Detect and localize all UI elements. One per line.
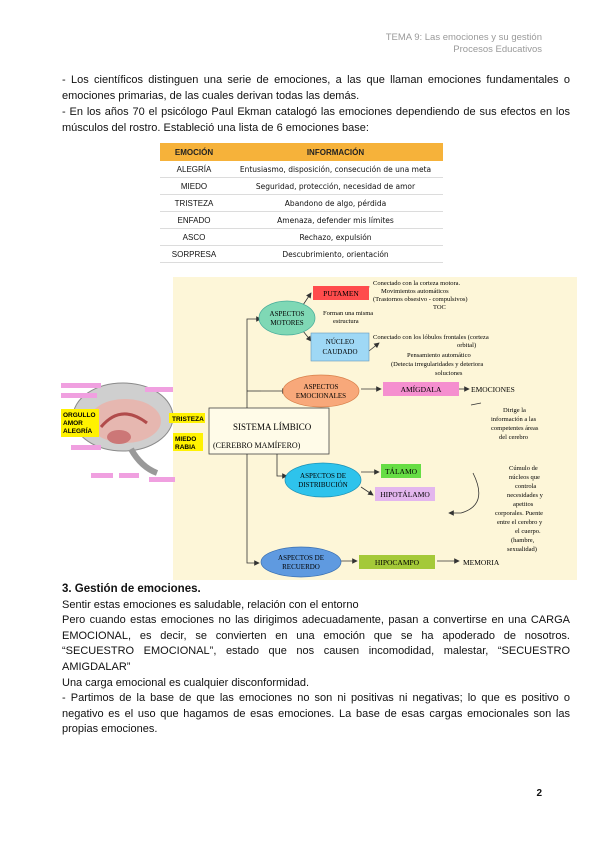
- brain-tag-6: [119, 473, 139, 478]
- section-paragraph-3: Una carga emocional es cualquier disconformidad.: [62, 676, 310, 689]
- section-paragraph-4: - Partimos de la base de que las emociones no son ni positivas ni negativas; lo que es positivo o negativo es el uso que hagamos de esas emociones. La base de esas cargas emocionales son las propias emociones.: [62, 692, 570, 736]
- hipotalamo-desc-8: el cuerpo.: [515, 528, 541, 535]
- aspectos-motores-node: [259, 301, 315, 335]
- putamen-desc-1: Conectado con la corteza motora.: [373, 280, 461, 287]
- brain-tag-4: [71, 445, 101, 450]
- header-topic: TEMA 9: Las emociones y su gestión: [385, 32, 542, 43]
- emotion-cell: TRISTEZA: [160, 195, 228, 212]
- hipotalamo-desc-4: necesidades y: [507, 492, 543, 499]
- intro-paragraph-2: - En los años 70 el psicólogo Paul Ekman catalogó las emociones dependiendo de sus efectos en los músculos del rostro. Estableció una lista de 6 emociones base:: [62, 106, 570, 134]
- table-row: [160, 229, 443, 246]
- label-aspectos-emocionales-1: ASPECTOS: [303, 383, 339, 391]
- amigdala-desc-2: información a las: [491, 416, 537, 423]
- label-amor: AMOR: [63, 420, 83, 427]
- emotion-cell: ALEGRÍA: [160, 161, 228, 178]
- emotion-cell: ENFADO: [160, 212, 228, 229]
- caudado-desc-4: (Detecta irregularidades y deteriora: [391, 361, 484, 368]
- label-aspectos-recuerdo-1: ASPECTOS DE: [278, 554, 324, 562]
- label-hipotalamo: HIPOTÁLAMO: [380, 490, 430, 499]
- brain-tag-5: [91, 473, 113, 478]
- amigdala-desc-4: del cerebro: [499, 434, 529, 441]
- aspectos-recuerdo-node: [261, 547, 341, 577]
- table-row: [160, 195, 443, 212]
- amygdala-shape: [107, 430, 131, 444]
- hipotalamo-desc-9: (hambre,: [511, 537, 535, 544]
- info-cell: Entusiasmo, disposición, consecución de una meta: [228, 161, 443, 178]
- label-aspectos-emocionales-2: EMOCIONALES: [295, 392, 347, 400]
- label-aspectos-distribucion-1: ASPECTOS DE: [300, 472, 346, 480]
- label-amigdala: AMÍGDALA: [400, 385, 442, 394]
- info-cell: Descubrimiento, orientación: [228, 246, 443, 263]
- info-cell: Seguridad, protección, necesidad de amor: [228, 178, 443, 195]
- intro-paragraph-1: - Los científicos distinguen una serie de emociones, a las que llaman emociones fundamentales o emociones primarias, de las cuales derivan todas las demás.: [62, 74, 570, 102]
- label-rabia: RABIA: [175, 444, 196, 451]
- label-aspectos-distribucion-2: DISTRIBUCIÓN: [298, 481, 348, 489]
- forman-2: estructura: [333, 318, 359, 325]
- label-aspectos-motores-2: MOTORES: [270, 319, 304, 327]
- table-row: [160, 246, 443, 263]
- label-nucleo: NÚCLEO: [325, 338, 355, 346]
- putamen-desc-2: Movimientos automáticos: [381, 288, 449, 295]
- caudado-desc-5: soluciones: [435, 370, 463, 377]
- hipotalamo-desc-10: sexualidad): [507, 546, 537, 553]
- hipotalamo-desc-3: controla: [515, 483, 537, 490]
- section-paragraph-1: Sentir estas emociones es saludable, relación con el entorno: [62, 598, 359, 611]
- hipotalamo-desc-2: núcleos que: [509, 474, 540, 481]
- hipotalamo-desc-6: corporales. Puente: [495, 510, 544, 517]
- brain-tag-2: [61, 393, 97, 398]
- label-aspectos-recuerdo-2: RECUERDO: [282, 563, 320, 571]
- aspectos-emocionales-node: [283, 375, 359, 407]
- emotion-cell: SORPRESA: [160, 246, 228, 263]
- label-memoria: MEMORIA: [463, 558, 500, 567]
- label-sistema-limbico: SISTEMA LÍMBICO: [233, 422, 312, 432]
- column-header-information: INFORMACIÓN: [228, 143, 443, 161]
- emotion-cell: ASCO: [160, 229, 228, 246]
- table-row: [160, 178, 443, 195]
- label-emociones: EMOCIONES: [471, 385, 515, 394]
- putamen-desc-3: (Trastornos obsesivo - compulsivos): [373, 296, 468, 303]
- brain-tag-7: [149, 477, 175, 482]
- page-header: [386, 32, 542, 56]
- aspectos-distribucion-node: [285, 463, 361, 497]
- label-cerebro-mamifero: (CEREBRO MAMÍFERO): [213, 441, 301, 450]
- column-header-emotion: EMOCIÓN: [160, 143, 228, 161]
- header-subject: Procesos Educativos: [453, 44, 542, 55]
- table-row: [160, 161, 443, 178]
- label-orgullo: ORGULLO: [63, 412, 96, 419]
- info-cell: Rechazo, expulsión: [228, 229, 443, 246]
- table-row: [160, 212, 443, 229]
- label-hipocampo: HIPOCAMPO: [374, 558, 420, 567]
- caudado-desc-3: Pensamiento automático: [407, 352, 471, 359]
- limbic-system-diagram: [61, 277, 577, 580]
- brain-tag-3: [145, 387, 173, 392]
- label-caudado: CAUDADO: [322, 348, 358, 356]
- page-number: 2: [536, 788, 542, 799]
- section-paragraph-2: Pero cuando estas emociones no las dirigimos adecuadamente, pasan a convertirse en una CARGA EMOCIONAL, es decir, se convierten en una emoción que se ha apoderado de nosotros. “SECUESTRO EMOCIONAL”, estado que nos causen incomodidad, malestar, “SECUESTRO AMIGDALAR”: [62, 614, 570, 673]
- label-aspectos-motores-1: ASPECTOS: [269, 310, 305, 318]
- hipotalamo-desc-5: apetitos: [513, 501, 534, 508]
- label-putamen: PUTAMEN: [323, 289, 359, 298]
- emotion-cell: MIEDO: [160, 178, 228, 195]
- table-header-row: [160, 143, 443, 161]
- info-cell: Amenaza, defender mis límites: [228, 212, 443, 229]
- amigdala-desc-1: Dirige la: [503, 407, 526, 414]
- label-miedo: MIEDO: [175, 436, 197, 443]
- forman-1: Forman una misma: [323, 310, 374, 317]
- section-3: [62, 582, 570, 738]
- label-talamo: TÁLAMO: [384, 467, 418, 476]
- caudado-desc-1: Conectado con los lóbulos frontales (corteza: [373, 334, 489, 341]
- label-tristeza: TRISTEZA: [172, 416, 204, 423]
- section-title: 3. Gestión de emociones.: [62, 583, 201, 595]
- info-cell: Abandono de algo, pérdida: [228, 195, 443, 212]
- hipotalamo-desc-7: entre el cerebro y: [497, 519, 543, 526]
- emotions-table: [160, 143, 443, 263]
- caudado-desc-2: orbital): [457, 342, 477, 349]
- label-alegria: ALEGRÍA: [63, 428, 93, 435]
- brain-tag-1: [61, 383, 101, 388]
- putamen-desc-4: TOC: [433, 304, 446, 311]
- amigdala-desc-3: competentes áreas: [491, 425, 539, 432]
- hipotalamo-desc-1: Cúmulo de: [509, 465, 538, 472]
